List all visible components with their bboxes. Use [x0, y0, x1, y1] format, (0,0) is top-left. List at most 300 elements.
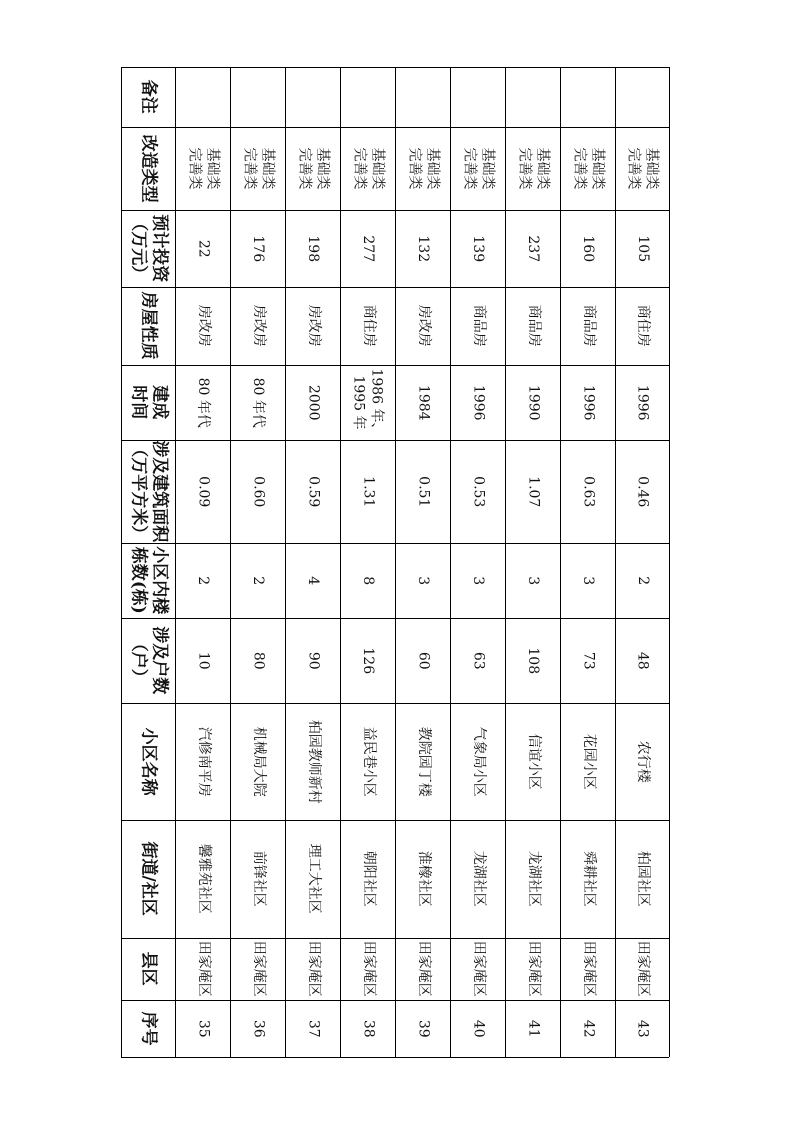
cell-invest [285, 210, 340, 287]
cell-street-line: 理工大社区 [305, 844, 322, 914]
cell-built-text [249, 377, 267, 427]
cell-district-text [579, 941, 597, 997]
cell-built-text [633, 385, 651, 421]
cell-area-text [414, 476, 432, 507]
cell-type-text [625, 148, 660, 190]
cell-buildings-line: 8 [360, 576, 377, 585]
cell-type-line: 完善类 [516, 147, 533, 190]
cell-area-line: 0.51 [415, 475, 432, 508]
cell-nature [450, 287, 505, 365]
cell-nature-text [579, 305, 597, 347]
cell-name-line: 气象局小区 [470, 726, 487, 797]
cell-type-line: 基础类 [369, 147, 385, 190]
cell-seq-line: 41 [525, 1019, 542, 1038]
header-built-line: 时间 [128, 385, 148, 420]
cell-households-line: 60 [415, 651, 432, 670]
cell-buildings-text [469, 576, 487, 585]
cell-nature-text [524, 305, 542, 347]
cell-district-text [304, 941, 322, 997]
cell-built [450, 365, 505, 440]
cell-invest-line: 160 [580, 235, 597, 262]
cell-note [450, 67, 505, 127]
header-name [121, 703, 175, 820]
header-area-line: （万平方米） [128, 440, 148, 543]
cell-seq-text [194, 1020, 212, 1038]
cell-seq-text [359, 1020, 377, 1038]
cell-invest-text [524, 235, 542, 262]
cell-type-line: 基础类 [534, 147, 550, 190]
cell-buildings [560, 543, 615, 618]
cell-buildings-line: 2 [634, 576, 651, 585]
cell-type-line: 完善类 [186, 147, 203, 190]
cell-type-text [185, 148, 220, 190]
cell-type [395, 127, 450, 210]
cell-households-text [579, 652, 597, 670]
cell-type-text [350, 148, 385, 190]
cell-buildings-text [249, 576, 267, 585]
cell-street-line: 淮橡社区 [415, 851, 432, 907]
cell-type-line: 基础类 [589, 147, 605, 190]
cell-street [395, 820, 450, 938]
cell-buildings-text [194, 576, 212, 585]
cell-seq-line: 39 [415, 1019, 432, 1038]
cell-buildings-line: 3 [525, 576, 542, 585]
cell-nature [560, 287, 615, 365]
cell-built [560, 365, 615, 440]
cell-seq-text [249, 1020, 267, 1038]
cell-built-text [350, 368, 385, 436]
cell-note [175, 67, 230, 127]
cell-street [340, 820, 395, 938]
cell-street-line: 龙湖社区 [470, 851, 487, 907]
cell-district [340, 938, 395, 1000]
cell-type-line: 基础类 [479, 147, 495, 190]
cell-built [230, 365, 285, 440]
cell-invest-line: 176 [250, 235, 267, 262]
cell-households [340, 618, 395, 703]
cell-seq [615, 1000, 669, 1057]
header-area [121, 440, 175, 543]
header-households [121, 618, 175, 703]
cell-name [505, 703, 560, 820]
cell-buildings-line: 2 [250, 576, 267, 585]
cell-households-line: 73 [580, 651, 597, 670]
cell-district-text [469, 941, 487, 997]
cell-invest [505, 210, 560, 287]
cell-households-text [194, 652, 212, 670]
cell-district-text [524, 941, 542, 997]
cell-name-text [633, 741, 651, 783]
cell-buildings-text [359, 576, 377, 585]
cell-built [395, 365, 450, 440]
cell-street [505, 820, 560, 938]
cell-invest-text [469, 235, 487, 262]
cell-built-line: 1995 年 [351, 375, 368, 430]
header-seq-text [137, 1012, 158, 1046]
cell-district [395, 938, 450, 1000]
cell-street-text [579, 851, 597, 907]
cell-nature-line: 商品房 [580, 305, 597, 347]
cell-area-line: 1.31 [360, 475, 377, 508]
cell-nature [505, 287, 560, 365]
cell-area [560, 440, 615, 543]
header-district [121, 938, 175, 1000]
cell-area [285, 440, 340, 543]
cell-area-line: 0.46 [634, 475, 651, 508]
cell-buildings-text [304, 576, 322, 585]
cell-type [340, 127, 395, 210]
cell-type [615, 127, 669, 210]
cell-built-line: 1984 [415, 384, 432, 421]
cell-type-line: 基础类 [204, 147, 220, 190]
cell-households-text [524, 647, 542, 674]
header-seq-line: 序号 [138, 1011, 159, 1046]
cell-name [230, 703, 285, 820]
cell-area-line: 0.59 [305, 475, 322, 508]
cell-invest-line: 237 [525, 235, 542, 262]
cell-invest [340, 210, 395, 287]
cell-seq [560, 1000, 615, 1057]
cell-built-line: 80 年代 [195, 377, 212, 428]
cell-seq [450, 1000, 505, 1057]
cell-street [450, 820, 505, 938]
cell-street-text [414, 851, 432, 907]
cell-area-text [469, 476, 487, 507]
cell-name [615, 703, 669, 820]
header-households-text [127, 627, 170, 695]
cell-households-text [414, 652, 432, 670]
cell-invest-text [414, 235, 432, 262]
cell-households [615, 618, 669, 703]
cell-area-line: 1.07 [525, 475, 542, 508]
cell-seq-text [414, 1020, 432, 1038]
header-nature-text [137, 292, 158, 360]
cell-area-text [579, 476, 597, 507]
cell-built [505, 365, 560, 440]
cell-name-line: 机械局大院 [250, 726, 267, 797]
cell-households-line: 48 [634, 651, 651, 670]
cell-invest-text [194, 240, 212, 258]
cell-built-line: 80 年代 [250, 377, 267, 428]
cell-street-text [304, 844, 322, 914]
cell-type-text [405, 148, 440, 190]
cell-name-text [194, 727, 212, 797]
cell-name [395, 703, 450, 820]
cell-buildings [175, 543, 230, 618]
cell-households-text [359, 647, 377, 674]
cell-district [175, 938, 230, 1000]
cell-note [395, 67, 450, 127]
cell-note [505, 67, 560, 127]
cell-buildings-line: 3 [470, 576, 487, 585]
cell-built-text [194, 377, 212, 427]
cell-type-line: 完善类 [296, 147, 313, 190]
cell-district [615, 938, 669, 1000]
cell-invest-text [249, 235, 267, 262]
cell-invest [175, 210, 230, 287]
cell-district-line: 田家庵区 [195, 941, 212, 997]
header-invest-line: 预计投资 [149, 214, 170, 283]
cell-district-line: 田家庵区 [580, 941, 597, 997]
cell-buildings [395, 543, 450, 618]
cell-seq [340, 1000, 395, 1057]
cell-type-line: 完善类 [461, 147, 478, 190]
cell-name-line: 农行楼 [634, 740, 651, 783]
cell-seq-text [524, 1020, 542, 1038]
header-invest-text [127, 215, 170, 283]
header-street-line: 街道/社区 [138, 841, 159, 917]
cell-area [450, 440, 505, 543]
cell-seq-text [633, 1020, 651, 1038]
cell-street-line: 馨雅苑社区 [195, 844, 212, 914]
cell-households [450, 618, 505, 703]
cell-area-line: 0.53 [470, 475, 487, 508]
header-seq [121, 1000, 175, 1057]
cell-built-line: 2000 [305, 384, 322, 421]
cell-district-text [194, 941, 212, 997]
cell-built [615, 365, 669, 440]
cell-invest-text [304, 235, 322, 262]
cell-note [560, 67, 615, 127]
cell-invest [560, 210, 615, 287]
cell-built-text [414, 385, 432, 421]
cell-buildings-line: 4 [305, 576, 322, 585]
cell-households-line: 108 [525, 647, 542, 674]
header-name-text [137, 728, 158, 796]
cell-households-text [633, 652, 651, 670]
cell-invest-text [359, 235, 377, 262]
header-note-text [137, 80, 158, 114]
cell-name-line: 信谊小区 [525, 733, 542, 790]
cell-area-text [359, 476, 377, 507]
cell-nature-text [194, 305, 212, 347]
cell-built-text [524, 385, 542, 421]
header-nature [121, 287, 175, 365]
cell-type [505, 127, 560, 210]
header-area-line: 涉及建筑面积 [149, 440, 170, 543]
cell-district [560, 938, 615, 1000]
cell-type [230, 127, 285, 210]
cell-seq-line: 38 [360, 1019, 377, 1038]
cell-name [340, 703, 395, 820]
cell-name [560, 703, 615, 820]
cell-nature-text [469, 305, 487, 347]
cell-area [615, 440, 669, 543]
cell-street-text [469, 851, 487, 907]
cell-type [175, 127, 230, 210]
cell-type-line: 基础类 [314, 147, 330, 190]
cell-households-line: 90 [305, 651, 322, 670]
cell-area-text [633, 476, 651, 507]
cell-district-line: 田家庵区 [415, 941, 432, 997]
cell-name [450, 703, 505, 820]
cell-type-line: 完善类 [571, 147, 588, 190]
cell-nature-line: 房改房 [250, 305, 267, 347]
cell-households-line: 126 [360, 647, 377, 674]
cell-district-text [633, 941, 651, 997]
cell-nature-text [249, 305, 267, 347]
cell-built-line: 1996 [580, 384, 597, 421]
cell-invest-line: 132 [415, 235, 432, 262]
cell-nature [395, 287, 450, 365]
cell-area-text [194, 476, 212, 507]
cell-buildings-line: 3 [415, 576, 432, 585]
header-note [121, 67, 175, 127]
cell-households-text [249, 652, 267, 670]
cell-built-line: 1990 [525, 384, 542, 421]
cell-district-line: 田家庵区 [305, 941, 322, 997]
cell-seq-line: 36 [250, 1019, 267, 1038]
cell-name-text [469, 727, 487, 797]
cell-street [285, 820, 340, 938]
cell-area [395, 440, 450, 543]
header-built-line: 建成 [149, 385, 170, 420]
cell-district-text [359, 941, 377, 997]
header-buildings-line: 栋数(栋) [128, 546, 148, 615]
cell-buildings [285, 543, 340, 618]
cell-street-text [633, 851, 651, 907]
cell-households [230, 618, 285, 703]
cell-street-line: 柏园社区 [634, 851, 651, 907]
cell-buildings-text [414, 576, 432, 585]
cell-type [560, 127, 615, 210]
cell-district-text [414, 941, 432, 997]
cell-invest-line: 105 [634, 235, 651, 262]
header-households-line: 涉及户数 [149, 626, 170, 695]
cell-built [285, 365, 340, 440]
cell-type-line: 完善类 [351, 147, 368, 190]
cell-nature-line: 商住房 [360, 305, 377, 347]
cell-nature-line: 房改房 [415, 305, 432, 347]
cell-street-line: 朝阳社区 [360, 851, 377, 907]
cell-type-text [515, 148, 550, 190]
cell-built [340, 365, 395, 440]
header-nature-line: 房屋性质 [138, 292, 159, 360]
cell-area [230, 440, 285, 543]
cell-district [230, 938, 285, 1000]
cell-type-text [460, 148, 495, 190]
cell-households-text [304, 652, 322, 670]
cell-households-text [469, 652, 487, 670]
cell-built-line: 1986 年、 [369, 368, 385, 437]
cell-buildings-line: 3 [580, 576, 597, 585]
header-street [121, 820, 175, 938]
cell-households [395, 618, 450, 703]
cell-area [505, 440, 560, 543]
cell-seq [285, 1000, 340, 1057]
cell-buildings [340, 543, 395, 618]
header-buildings-line: 小区内楼 [149, 546, 170, 615]
header-note-line: 备注 [138, 80, 159, 114]
cell-nature-line: 房改房 [305, 305, 322, 347]
header-households-line: （户） [128, 635, 148, 686]
cell-type-text [295, 148, 330, 190]
header-built [121, 365, 175, 440]
header-name-line: 小区名称 [138, 727, 159, 796]
cell-area-text [249, 476, 267, 507]
cell-street-text [359, 851, 377, 907]
cell-nature-line: 商品房 [470, 305, 487, 347]
cell-area-text [524, 476, 542, 507]
cell-name-line: 花园小区 [580, 733, 597, 790]
cell-nature-text [304, 305, 322, 347]
cell-area-line: 0.60 [250, 475, 267, 508]
cell-district-line: 田家庵区 [525, 941, 542, 997]
cell-note [285, 67, 340, 127]
cell-name [175, 703, 230, 820]
cell-seq-text [469, 1020, 487, 1038]
cell-street [615, 820, 669, 938]
cell-households-line: 80 [250, 651, 267, 670]
cell-district-line: 田家庵区 [360, 941, 377, 997]
cell-street [230, 820, 285, 938]
cell-seq-text [304, 1020, 322, 1038]
cell-name-text [414, 727, 432, 797]
cell-name-text [579, 734, 597, 790]
cell-seq-text [579, 1020, 597, 1038]
cell-street-line: 舜耕社区 [580, 851, 597, 907]
header-type [121, 127, 175, 210]
header-street-text [137, 842, 158, 916]
cell-name-text [249, 727, 267, 797]
cell-nature-line: 商住房 [634, 305, 651, 347]
cell-invest-text [579, 235, 597, 262]
cell-district [505, 938, 560, 1000]
header-type-line: 改造类型 [138, 134, 159, 203]
cell-built-text [579, 385, 597, 421]
cell-buildings [230, 543, 285, 618]
cell-area-line: 0.63 [580, 475, 597, 508]
cell-type-line: 基础类 [424, 147, 440, 190]
cell-name [285, 703, 340, 820]
cell-households [285, 618, 340, 703]
cell-nature [175, 287, 230, 365]
cell-invest [615, 210, 669, 287]
cell-type-text [240, 148, 275, 190]
cell-type-line: 基础类 [643, 147, 660, 190]
cell-nature-text [359, 305, 377, 347]
cell-name-line: 教院园丁楼 [415, 726, 432, 797]
cell-district [285, 938, 340, 1000]
cell-invest-line: 198 [305, 235, 322, 262]
header-built-text [127, 386, 170, 420]
cell-type-line: 完善类 [626, 147, 642, 190]
cell-district-text [249, 941, 267, 997]
header-district-text [137, 952, 158, 986]
cell-type [450, 127, 505, 210]
cell-type-line: 完善类 [241, 147, 258, 190]
header-invest [121, 210, 175, 287]
cell-nature-text [414, 305, 432, 347]
cell-area-line: 0.09 [195, 475, 212, 508]
cell-seq-line: 43 [634, 1019, 651, 1038]
cell-area-text [304, 476, 322, 507]
cell-buildings [615, 543, 669, 618]
cell-invest [230, 210, 285, 287]
header-buildings [121, 543, 175, 618]
cell-built-line: 1996 [634, 384, 651, 421]
cell-invest-text [633, 235, 651, 262]
cell-households [175, 618, 230, 703]
cell-nature [230, 287, 285, 365]
cell-type-line: 完善类 [406, 147, 423, 190]
cell-street-line: 前锋社区 [250, 851, 267, 907]
cell-name-text [304, 720, 322, 804]
cell-buildings-text [633, 576, 651, 585]
cell-area [340, 440, 395, 543]
cell-street-text [249, 851, 267, 907]
cell-district [450, 938, 505, 1000]
